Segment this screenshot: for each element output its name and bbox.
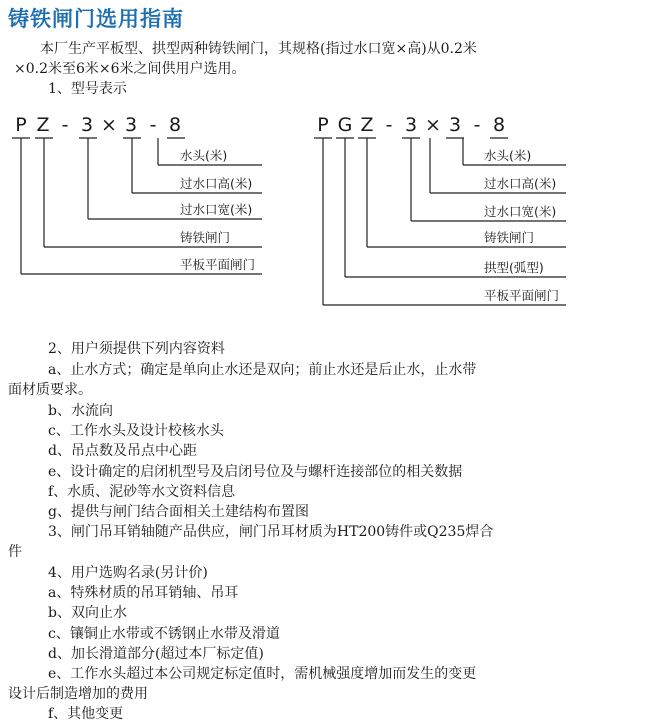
section4-item-e-line1: e、工作水头超过本公司规定标定值时，需机械强度增加而发生的变更 [48, 666, 477, 682]
code-char: - [473, 114, 481, 136]
intro-line-2: ×0.2米至6米×6米之间供用户选用。 [14, 61, 246, 77]
code-char: 3 [124, 114, 138, 136]
code-char: - [385, 114, 393, 136]
section4-item-f: f、其他变更 [48, 706, 124, 722]
label-arch-type: 拱型(弧型) [484, 260, 544, 275]
label-flat-gate: 平板平面闸门 [180, 257, 256, 272]
section2-item-e: e、设计确定的启闭机型号及启闭号位及与螺杆连接部位的相关数据 [48, 464, 463, 480]
section4-item-e-line2: 设计后制造增加的费用 [8, 686, 148, 702]
section2-item-f: f、水质、泥砂等水文资料信息 [48, 484, 236, 500]
code-char: Z [360, 114, 374, 136]
code-char: 3 [80, 114, 94, 136]
label-opening-width: 过水口宽(米) [180, 202, 253, 217]
section4-item-d: d、加长滑道部分(超过本厂标定值) [48, 646, 264, 662]
label-head: 水头(米) [180, 148, 228, 163]
section2-item-a-line1: a、止水方式；确定是单向止水还是双向；前止水还是后止水，止水带 [48, 362, 477, 378]
section4-item-c: c、镶铜止水带或不锈钢止水带及滑道 [48, 626, 280, 642]
model-diagram-lines [0, 0, 652, 320]
code-char: - [61, 114, 69, 136]
section1-heading: 1、型号表示 [48, 81, 127, 97]
code-char: 3 [404, 114, 418, 136]
section2-item-g: g、提供与闸门结合面相关土建结构布置图 [48, 504, 309, 520]
label-opening-height: 过水口高(米) [484, 176, 557, 191]
page-title: 铸铁闸门选用指南 [8, 7, 184, 31]
intro-line-1: 本厂生产平板型、拱型两种铸铁闸门，其规格(指过水口宽×高)从0.2米 [40, 41, 477, 57]
code-char: 3 [448, 114, 462, 136]
section2-item-b: b、水流向 [48, 403, 113, 419]
code-char: × [101, 114, 117, 136]
label-flat-gate: 平板平面闸门 [484, 288, 560, 303]
label-cast-iron-gate: 铸铁闸门 [484, 230, 535, 245]
section2-item-c: c、工作水头及设计校核水头 [48, 423, 224, 439]
section4-heading: 4、用户选购名录(另计价) [48, 565, 208, 581]
label-opening-height: 过水口高(米) [180, 176, 253, 191]
section2-item-a-line2: 面材质要求。 [8, 382, 92, 398]
code-char: 8 [492, 114, 506, 136]
code-char: G [337, 114, 353, 136]
code-char: × [425, 114, 441, 136]
section3-line2: 件 [8, 544, 22, 560]
section3-line1: 3、闸门吊耳销轴随产品供应，闸门吊耳材质为HT200铸件或Q235焊合 [48, 524, 494, 540]
code-char: P [317, 114, 329, 136]
section4-item-b: b、双向止水 [48, 605, 127, 621]
label-opening-width: 过水口宽(米) [484, 204, 557, 219]
section4-item-a: a、特殊材质的吊耳销轴、吊耳 [48, 585, 239, 601]
code-char: P [15, 114, 27, 136]
code-char: Z [36, 114, 50, 136]
code-char: - [149, 114, 157, 136]
code-char: 8 [168, 114, 182, 136]
label-head: 水头(米) [484, 148, 532, 163]
label-cast-iron-gate: 铸铁闸门 [180, 230, 231, 245]
section2-item-d: d、吊点数及吊点中心距 [48, 443, 197, 459]
section2-heading: 2、用户须提供下列内容资料 [48, 341, 225, 357]
